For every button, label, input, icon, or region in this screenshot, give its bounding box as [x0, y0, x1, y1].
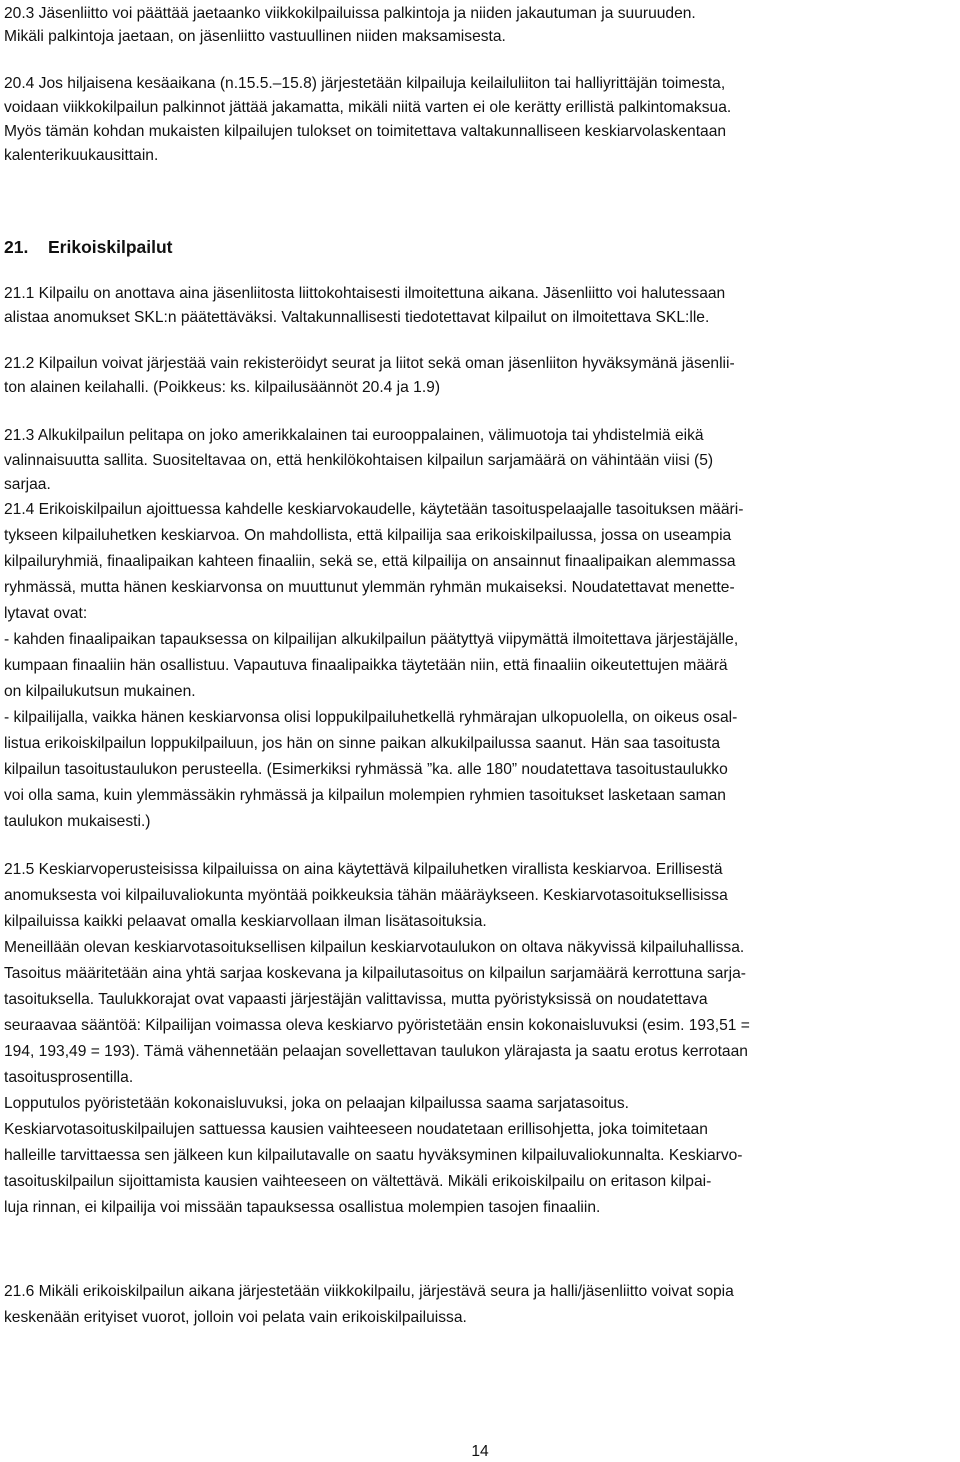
- text-line: on kilpailukutsun mukainen.: [4, 683, 196, 700]
- text-line: 21.6 Mikäli erikoiskilpailun aikana järjestetään viikkokilpailu, järjestävä seura ja halli/jäsenliitto voivat sopia: [4, 1283, 734, 1300]
- text-line: anomuksesta voi kilpailuvaliokunta myöntää poikkeuksia tähän määräykseen. Keskiarvotasoituksellisissa: [4, 887, 728, 904]
- text-line: lytavat ovat:: [4, 605, 88, 622]
- text-line: luja rinnan, ei kilpailija voi missään tapauksessa osallistua molempien tasojen finaaliin.: [4, 1199, 601, 1216]
- text-line: kilpailuissa kaikki pelaavat omalla keskiarvollaan ilman lisätasoituksia.: [4, 913, 487, 930]
- text-line: 21.3 Alkukilpailun pelitapa on joko amerikkalainen tai eurooppalainen, välimuotoja tai yhdistelmiä eikä: [4, 427, 704, 444]
- text-line: tasoitusprosentilla.: [4, 1069, 134, 1086]
- text-line: sarjaa.: [4, 476, 51, 493]
- text-line: tasoituksella. Taulukkorajat ovat vapaasti järjestäjän valittavissa, mutta pyöristyksissä on noudatettava: [4, 991, 708, 1008]
- text-line: Lopputulos pyöristetään kokonaisluvuksi, joka on pelaajan kilpailussa saama sarjatasoitus.: [4, 1095, 629, 1112]
- text-line: alistaa anomukset SKL:n päätettäväksi. Valtakunnallisesti tiedotettavat kilpailut on ilmoitettava SKL:lle.: [4, 309, 710, 326]
- text-line: 20.3 Jäsenliitto voi päättää jaetaanko viikkokilpailuissa palkintoja ja niiden jakautuman ja suuruuden.: [4, 5, 696, 22]
- text-line: Keskiarvotasoituskilpailujen sattuessa kausien vaihteeseen noudatetaan erillisohjetta, joka toimitetaan: [4, 1121, 708, 1138]
- text-line: tasoituskilpailun sijoittamista kausien vaihteeseen on vältettävä. Mikäli erikoiskilpailu on eritason kilpai-: [4, 1173, 712, 1190]
- text-line: voi olla sama, kuin ylemmässäkin ryhmässä ja kilpailun molempien ryhmien tasoitukset lasketaan saman: [4, 787, 726, 804]
- text-line: Myös tämän kohdan mukaisten kilpailujen tulokset on toimitettava valtakunnalliseen keskiarvolaskentaan: [4, 123, 727, 140]
- section-heading: [4, 236, 172, 258]
- text-line: kilpailun tasoitustaulukon perusteella. (Esimerkiksi ryhmässä ”ka. alle 180” noudatettava tasoitustaulukko: [4, 761, 728, 778]
- section-number: 21.: [4, 237, 29, 257]
- text-line: seuraavaa sääntöä: Kilpailijan voimassa oleva keskiarvo pyöristetään ensin kokonaisluvuksi (esim. 193,51 =: [4, 1017, 750, 1034]
- text-line: 21.1 Kilpailu on anottava aina jäsenliitosta liittokohtaisesti ilmoitettuna aikana. Jäsenliitto voi halutessaan: [4, 285, 726, 302]
- text-line: ton alainen keilahalli. (Poikkeus: ks. kilpailusäännöt 20.4 ja 1.9): [4, 379, 441, 396]
- text-line: keskenään erityiset vuorot, jolloin voi pelata vain erikoiskilpailuissa.: [4, 1309, 467, 1326]
- text-line: kilpailuryhmiä, finaalipaikan kahteen finaaliin, sekä se, että kilpailija on ansainnut finaalipaikan alemmassa: [4, 553, 736, 570]
- text-line: Mikäli palkintoja jaetaan, on jäsenliitto vastuullinen niiden maksamisesta.: [4, 28, 506, 45]
- text-line: Tasoitus määritetään aina yhtä sarjaa koskevana ja kilpailutasoitus on kilpailun sarjamäärä kerrottuna sarja-: [4, 965, 746, 982]
- text-line: 20.4 Jos hiljaisena kesäaikana (n.15.5.–15.8) järjestetään kilpailuja keilailuliiton tai halliyrittäjän toimesta,: [4, 75, 726, 92]
- text-line: 21.4 Erikoiskilpailun ajoittuessa kahdelle keskiarvokaudelle, käytetään tasoituspelaajalle tasoituksen määri-: [4, 501, 744, 518]
- text-line: valinnaisuutta sallita. Suositeltavaa on, että henkilökohtaisen kilpailun sarjamäärä on vähintään viisi (5): [4, 452, 714, 469]
- text-line: tykseen kilpailuhetken keskiarvoa. On mahdollista, että kilpailija saa erikoiskilpailussa, jossa on useampia: [4, 527, 732, 544]
- text-line: halleille tarvittaessa sen jälkeen kun kilpailutavalle on saatu hyväksyminen kilpailuvaliokunnalta. Keskiarvo-: [4, 1147, 743, 1164]
- text-line: ryhmässä, mutta hänen keskiarvonsa on muuttunut ylemmän ryhmän mukaiseksi. Noudatettavat menette-: [4, 579, 735, 596]
- text-line: Meneillään olevan keskiarvotasoituksellisen kilpailun keskiarvotaulukon on oltava näkyvissä kilpailuhallissa.: [4, 939, 745, 956]
- text-line: kalenterikuukausittain.: [4, 147, 159, 164]
- section-title: Erikoiskilpailut: [48, 237, 173, 257]
- text-line: 194, 193,49 = 193). Tämä vähennetään pelaajan sovellettavan taulukon ylärajasta ja saatu erotus kerrotaan: [4, 1043, 748, 1060]
- text-line: taulukon mukaisesti.): [4, 813, 151, 830]
- text-line: 21.2 Kilpailun voivat järjestää vain rekisteröidyt seurat ja liitot sekä oman jäsenliiton hyväksymänä jäsenlii-: [4, 355, 735, 372]
- text-line: kumpaan finaaliin hän osallistuu. Vapautuva finaalipaikka täytetään niin, että finaaliin oikeutettujen määrä: [4, 657, 728, 674]
- page-number: 14: [471, 1443, 489, 1460]
- text-line: - kilpailijalla, vaikka hänen keskiarvonsa olisi loppukilpailuhetkellä ryhmärajan ulkopuolella, on oikeus osal-: [4, 709, 738, 726]
- text-line: - kahden finaalipaikan tapauksessa on kilpailijan alkukilpailun päätyttyä viipymättä ilmoitettava järjestäjälle,: [4, 631, 739, 648]
- text-line: 21.5 Keskiarvoperusteisissa kilpailuissa on aina käytettävä kilpailuhetken virallista keskiarvoa. Erillisestä: [4, 861, 723, 878]
- text-line: voidaan viikkokilpailun palkinnot jättää jakamatta, mikäli niitä varten ei ole kerätty erillistä palkintomaksua.: [4, 99, 732, 116]
- text-line: listua erikoiskilpailun loppukilpailuun, jos hän on sinne paikan alkukilpailussa saanut. Hän saa tasoitusta: [4, 735, 721, 752]
